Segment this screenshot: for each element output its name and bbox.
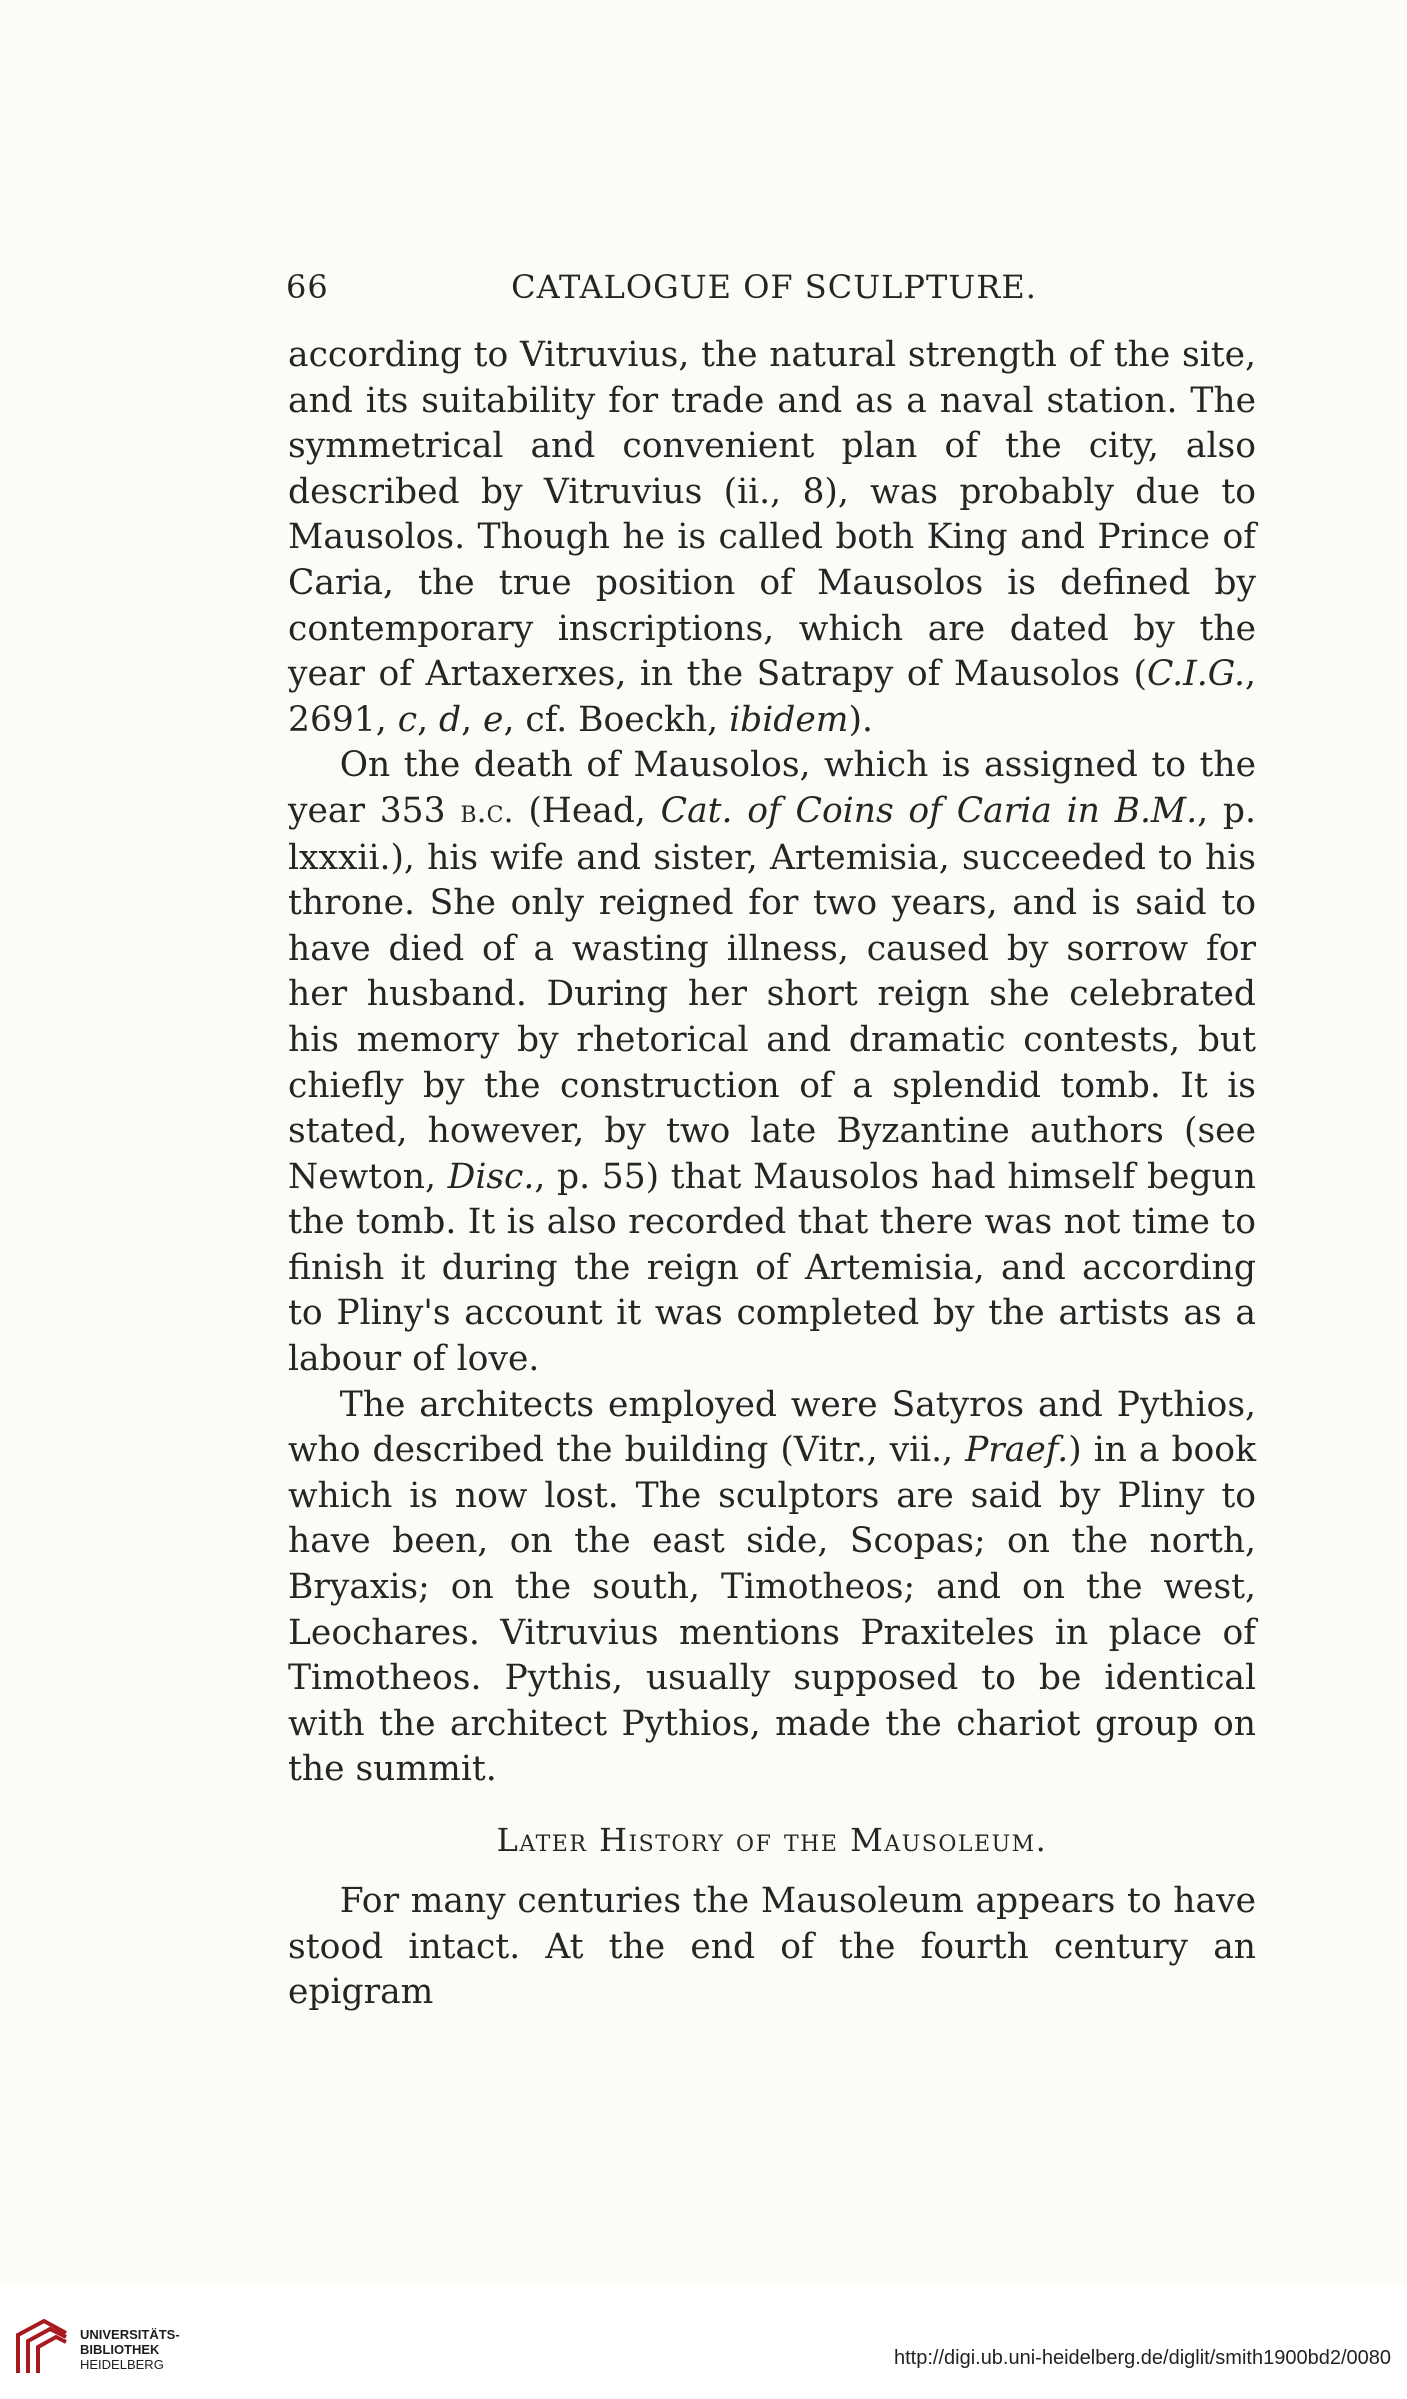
viewer-footer bbox=[0, 2285, 1407, 2399]
page-number: 66 bbox=[286, 268, 329, 306]
italic-run: Disc. bbox=[447, 1156, 535, 1197]
italic-run: Praef. bbox=[965, 1430, 1069, 1471]
text-run: ). bbox=[848, 699, 873, 740]
small-caps-run: b.c. bbox=[460, 793, 514, 830]
library-name-line: UNIVERSITÄTS- bbox=[80, 2327, 180, 2342]
italic-run: C.I.G. bbox=[1147, 654, 1246, 695]
text-run: , p. lxxxii.), his wife and sister, Artemisia, succeeded to his throne. She only reigned for two years, and is said to have died of a wasting illness, caused by sorrow for her husband. During her short reign she celebrated his memory by rhetorical and dramatic contests, but chiefly by the construction of a splendid tomb. It is stated, however, by two late Byzantine authors (see Newton, bbox=[288, 790, 1256, 1197]
text-run: On the death of Mausolos, which is assigned to the year 353 bbox=[288, 745, 1256, 831]
source-url-link[interactable]: http://digi.ub.uni-heidelberg.de/diglit/smith1900bd2/0080 bbox=[893, 2347, 1391, 2369]
text-run: ) in a book which is now lost. The sculptors are said by Pliny to have been, on the east side, Scopas; on the north, Bryaxis; on the south, Timotheos; and on the west, Leochares. Vitruvius mentions Praxiteles in place of Timotheos. Pythis, usually supposed to be identical with the architect Pythios, made the chariot group on the summit. bbox=[288, 1430, 1256, 1790]
library-name-line: HEIDELBERG bbox=[80, 2357, 164, 2372]
library-name-line: BIBLIOTHEK bbox=[80, 2342, 160, 2357]
italic-run: e bbox=[483, 699, 504, 740]
text-run: (Head, bbox=[513, 790, 661, 831]
italic-run: ibidem bbox=[729, 699, 849, 740]
page-header bbox=[286, 262, 1254, 312]
text-run: , p. 55) that Mausolos had himself begun the tomb. It is also recorded that there was not time to finish it during the reign of Artemisia, and according to Pliny's account it was completed by the artists as a labour of love. bbox=[288, 1156, 1256, 1380]
italic-run: c bbox=[397, 699, 418, 740]
text-run: The architects employed were Satyros and Pythios, who described the building (Vitr., vii., bbox=[288, 1384, 1256, 1471]
paragraph-3 bbox=[288, 1383, 1256, 1793]
paragraph-1 bbox=[288, 333, 1256, 743]
library-logo-icon bbox=[14, 2315, 70, 2377]
paragraph-4 bbox=[288, 1879, 1256, 2016]
section-heading: Later History of the Mausoleum. bbox=[496, 1821, 1048, 1859]
text-run: , 2691, bbox=[288, 654, 1256, 740]
body-text bbox=[288, 333, 1256, 2016]
text-run: , cf. Boeckh, bbox=[503, 699, 730, 740]
text-run: For many centuries the Mausoleum appears to have stood intact. At the end of the fourth century an epigram bbox=[288, 1881, 1256, 2013]
italic-run: Cat. of Coins of Caria in B.M. bbox=[660, 790, 1198, 831]
running-head: CATALOGUE OF SCULPTURE. bbox=[511, 268, 1037, 306]
text-run: according to Vitruvius, the natural strength of the site, and its suitability for trade and as a naval station. The symmetrical and convenient plan of the city, also described by Vitruvius (ii., 8), was probably due to Mausolos. Though he is called both King and Prince of Caria, the true position of Mausolos is defined by contemporary inscriptions, which are dated by the year of Artaxerxes, in the Satrapy of Mausolos ( bbox=[288, 335, 1256, 695]
text-run: , bbox=[417, 699, 439, 740]
italic-run: d bbox=[439, 699, 462, 740]
paragraph-2 bbox=[288, 743, 1256, 1382]
text-run: , bbox=[461, 699, 484, 740]
library-name bbox=[80, 2327, 180, 2372]
